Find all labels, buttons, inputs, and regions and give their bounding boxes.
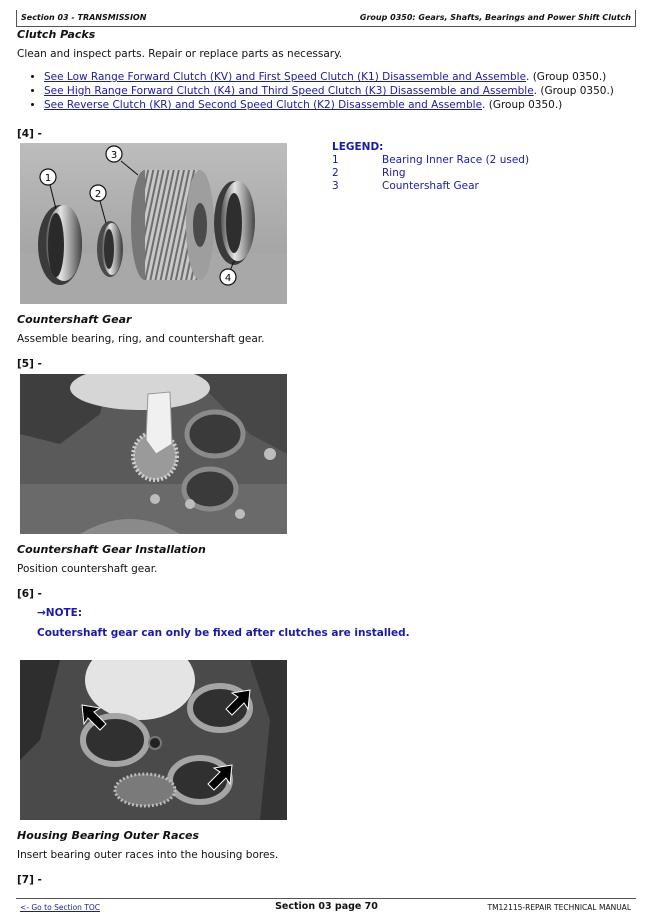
- footer-divider: [16, 898, 636, 899]
- callout-4: 4: [224, 273, 232, 284]
- list-item: • See Low Range Forward Clutch (KV) and First Speed Clutch (K1) Disassemble and Assemble. (Group 0350.): [44, 70, 614, 84]
- step-7-label: [7] -: [17, 874, 42, 886]
- header-group: Group 0350: Gears, Shafts, Bearings and Power Shift Clutch: [359, 13, 631, 22]
- list-item: • See Reverse Clutch (KR) and Second Speed Clutch (K2) Disassemble and Assemble. (Group 0350.): [44, 98, 614, 112]
- page-header: [16, 10, 636, 27]
- countershaft-installation-photo: [20, 374, 287, 534]
- legend-item: 1 Bearing Inner Race (2 used): [332, 154, 530, 166]
- link-high-range-forward-clutch[interactable]: See High Range Forward Clutch (K4) and Third Speed Clutch (K3) Disassemble and Assemble: [44, 85, 534, 97]
- legend-item: 3 Countershaft Gear: [332, 180, 479, 192]
- clutch-packs-text: Clean and inspect parts. Repair or replace parts as necessary.: [17, 48, 343, 60]
- step-4-text: Assemble bearing, ring, and countershaft gear.: [17, 333, 265, 345]
- step-4-label: [4] -: [17, 128, 42, 140]
- step-6-label: [6] -: [17, 588, 42, 600]
- reference-links: [24, 70, 614, 112]
- callout-2: 2: [94, 189, 102, 200]
- step-4-caption: Countershaft Gear: [17, 313, 132, 326]
- manual-name: TM12115-REPAIR TECHNICAL MANUAL: [487, 903, 631, 912]
- page-number: Section 03 page 70: [275, 901, 378, 912]
- legend-title: LEGEND:: [332, 141, 384, 153]
- legend-item: 2 Ring: [332, 167, 406, 179]
- countershaft-gear-photo: [20, 143, 287, 304]
- step-5-text: Position countershaft gear.: [17, 563, 158, 575]
- go-to-section-toc-link[interactable]: <- Go to Section TOC: [20, 903, 101, 912]
- note-text: Coutershaft gear can only be fixed after clutches are installed.: [37, 627, 410, 639]
- housing-bearing-races-photo: [20, 660, 287, 820]
- callout-3: 3: [110, 150, 118, 161]
- note-title: →NOTE:: [37, 607, 83, 619]
- list-item: • See High Range Forward Clutch (K4) and Third Speed Clutch (K3) Disassemble and Assemble. (Group 0350.): [44, 84, 614, 98]
- legend: [332, 141, 529, 193]
- callout-1: 1: [44, 173, 52, 184]
- link-reverse-clutch[interactable]: See Reverse Clutch (KR) and Second Speed Clutch (K2) Disassemble and Assemble: [44, 99, 483, 111]
- step-6-text: Insert bearing outer races into the housing bores.: [17, 849, 279, 861]
- step-5-caption: Countershaft Gear Installation: [17, 543, 206, 556]
- countershaft-parts-illustration: [20, 143, 287, 304]
- header-section: Section 03 - TRANSMISSION: [21, 13, 147, 22]
- clutch-packs-title: Clutch Packs: [17, 28, 96, 41]
- step-6-caption: Housing Bearing Outer Races: [17, 829, 200, 842]
- step-5-label: [5] -: [17, 358, 42, 370]
- link-low-range-forward-clutch[interactable]: See Low Range Forward Clutch (KV) and First Speed Clutch (K1) Disassemble and Assemble: [44, 71, 527, 83]
